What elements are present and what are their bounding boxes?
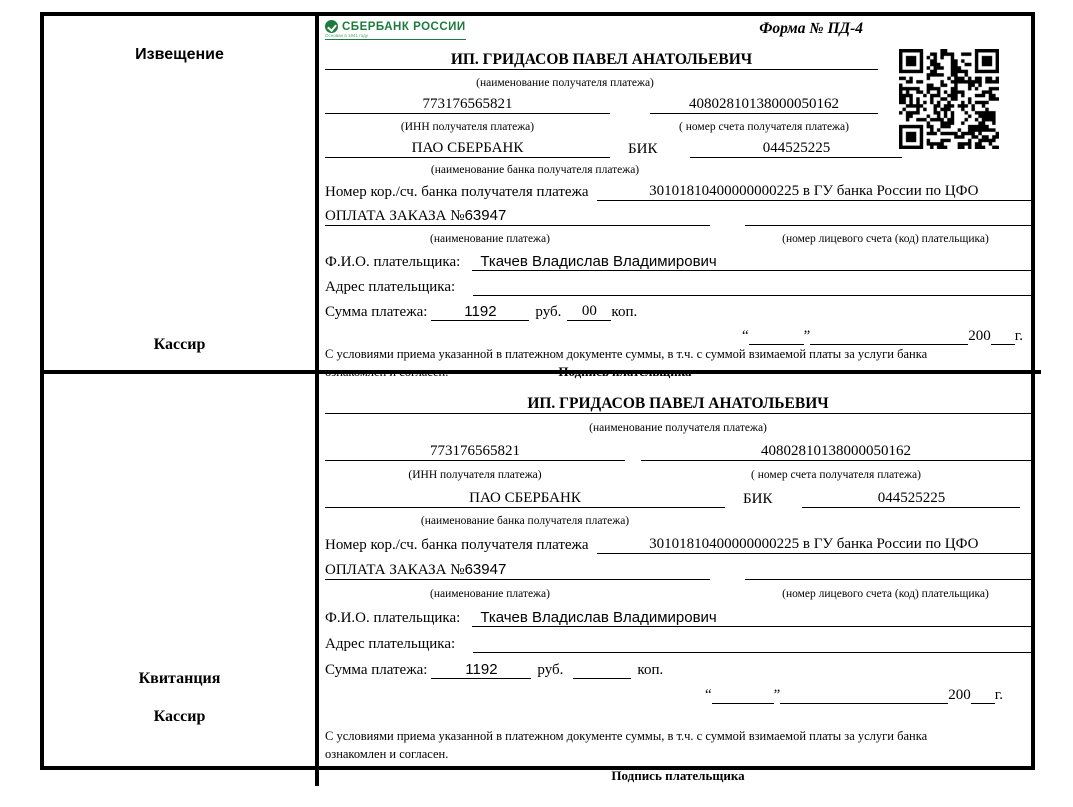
sum-rub-value-2: 1192: [431, 661, 531, 679]
personal-account-label-2: (номер лицевого счета (код) плательщика): [782, 588, 989, 600]
inn-label: (ИНН получателя платежа): [400, 121, 535, 133]
date-quote-close: ”: [803, 328, 811, 344]
date-quote-close-2: ”: [773, 687, 781, 703]
corr-account-value-2: 30101810400000000225 в ГУ банка России по ЦФО: [597, 536, 1031, 554]
account-label: ( номер счета получателя платежа): [679, 121, 849, 133]
signature-label-bottom: Подпись плательщика: [611, 768, 745, 783]
sberbank-logo-subtext: Основан в 1841 году: [325, 33, 369, 38]
payer-name-value-2: Ткачев Владислав Владимирович: [472, 609, 1031, 627]
bik-label-2: БИК: [743, 491, 773, 507]
recipient-name: ИП. ГРИДАСОВ ПАВЕЛ АНАТОЛЬЕВИЧ: [325, 51, 878, 70]
cashier-label-bottom: Кассир: [153, 708, 206, 725]
agreement-line2: ознакомлен и согласен.: [325, 365, 449, 379]
payer-address-label: Адрес плательщика:: [325, 279, 456, 295]
personal-account-blank-2: [745, 579, 1031, 580]
sum-rub-value: 1192: [431, 303, 529, 321]
payer-name-label-2: Ф.И.О. плательщика:: [325, 610, 461, 626]
notice-left-cell: [44, 16, 319, 374]
recipient-name-label: (наименование получателя платежа): [476, 77, 654, 89]
personal-account-blank: [745, 225, 1031, 226]
qr-code: [899, 49, 999, 149]
date-year-blank-2: [971, 703, 995, 704]
sberbank-logo: [325, 20, 466, 40]
inn-label-2: (ИНН получателя платежа): [408, 469, 542, 481]
account-label-2: ( номер счета получателя платежа): [751, 469, 921, 481]
sberbank-logo-text: СБЕРБАНК РОССИИ: [342, 20, 466, 33]
order-number-2: 63947: [464, 561, 507, 578]
payer-address-blank-2: [473, 652, 1031, 653]
recipient-name-label-2: (наименование получателя платежа): [589, 422, 767, 434]
order-number: 63947: [464, 207, 507, 224]
date-year-prefix-2: 200: [948, 687, 971, 703]
sberbank-logo-icon: [325, 20, 338, 33]
kop-label: коп.: [611, 304, 638, 320]
agreement-line2-2: ознакомлен и согласен.: [325, 747, 449, 761]
payer-name-label: Ф.И.О. плательщика:: [325, 254, 461, 270]
payer-address-blank: [473, 295, 1031, 296]
sum-label: Сумма платежа:: [325, 304, 428, 320]
date-month-blank: [810, 344, 968, 345]
account-value: 40802810138000050162: [650, 96, 878, 114]
bik-label: БИК: [628, 141, 658, 157]
account-value-2: 40802810138000050162: [641, 443, 1031, 461]
bik-value-2: 044525225: [802, 490, 1020, 508]
date-month-blank-2: [780, 703, 948, 704]
sum-kop-value-2: [573, 678, 631, 679]
corr-account-label-2: Номер кор./сч. банка получателя платежа: [325, 537, 589, 553]
payer-name-value: Ткачев Владислав Владимирович: [472, 253, 1031, 271]
date-quote-open: “: [741, 328, 749, 344]
receipt-label: Квитанция: [138, 670, 221, 687]
form-table: [40, 12, 1035, 783]
agreement-line1: С условиями приема указанной в платежном документе суммы, в т.ч. с суммой взимаемой платы за услуги банка: [325, 347, 928, 361]
inn-value: 773176565821: [325, 96, 610, 114]
date-year-blank: [991, 344, 1015, 345]
inn-value-2: 773176565821: [325, 443, 625, 461]
notice-label: Извещение: [135, 46, 224, 63]
corr-account-label: Номер кор./сч. банка получателя платежа: [325, 184, 589, 200]
corr-account-value: 30101810400000000225 в ГУ банка России по ЦФО: [597, 183, 1031, 201]
signature-label-top: Подпись плательщика: [558, 364, 692, 379]
cashier-label-top: Кассир: [153, 336, 206, 353]
payment-name-label-2: (наименование платежа): [430, 588, 550, 600]
notice-section: [319, 16, 1041, 379]
payment-name-label: (наименование платежа): [430, 233, 550, 245]
bank-name-label-2: (наименование банка получателя платежа): [420, 515, 630, 527]
bank-name-label: (наименование банка получателя платежа): [430, 164, 640, 176]
payment-name-prefix-2: ОПЛАТА ЗАКАЗА №: [325, 562, 465, 578]
bik-value: 044525225: [690, 140, 902, 158]
date-year-suffix-2: г.: [994, 687, 1003, 703]
rub-label: руб.: [535, 304, 562, 320]
date-year-suffix: г.: [1014, 328, 1023, 344]
form-number: Форма № ПД-4: [759, 20, 863, 37]
date-year-prefix: 200: [968, 328, 991, 344]
payment-name-prefix: ОПЛАТА ЗАКАЗА №: [325, 208, 465, 224]
personal-account-label: (номер лицевого счета (код) плательщика): [782, 233, 989, 245]
rub-label-2: руб.: [537, 662, 564, 678]
agreement-line1-2: С условиями приема указанной в платежном документе суммы, в т.ч. с суммой взимаемой платы за услуги банка: [325, 729, 928, 743]
bank-name-value: ПАО СБЕРБАНК: [325, 140, 610, 158]
sum-kop-value: 00: [567, 303, 611, 321]
date-quote-open-2: “: [704, 687, 712, 703]
kop-label-2: коп.: [637, 662, 664, 678]
bank-name-value-2: ПАО СБЕРБАНК: [325, 490, 725, 508]
payer-address-label-2: Адрес плательщика:: [325, 636, 456, 652]
date-day-blank: [749, 344, 804, 345]
receipt-left-cell: [44, 374, 319, 786]
receipt-section: [319, 374, 1041, 786]
sum-label-2: Сумма платежа:: [325, 662, 428, 678]
date-day-blank-2: [712, 703, 774, 704]
recipient-name-2: ИП. ГРИДАСОВ ПАВЕЛ АНАТОЛЬЕВИЧ: [325, 395, 1031, 414]
